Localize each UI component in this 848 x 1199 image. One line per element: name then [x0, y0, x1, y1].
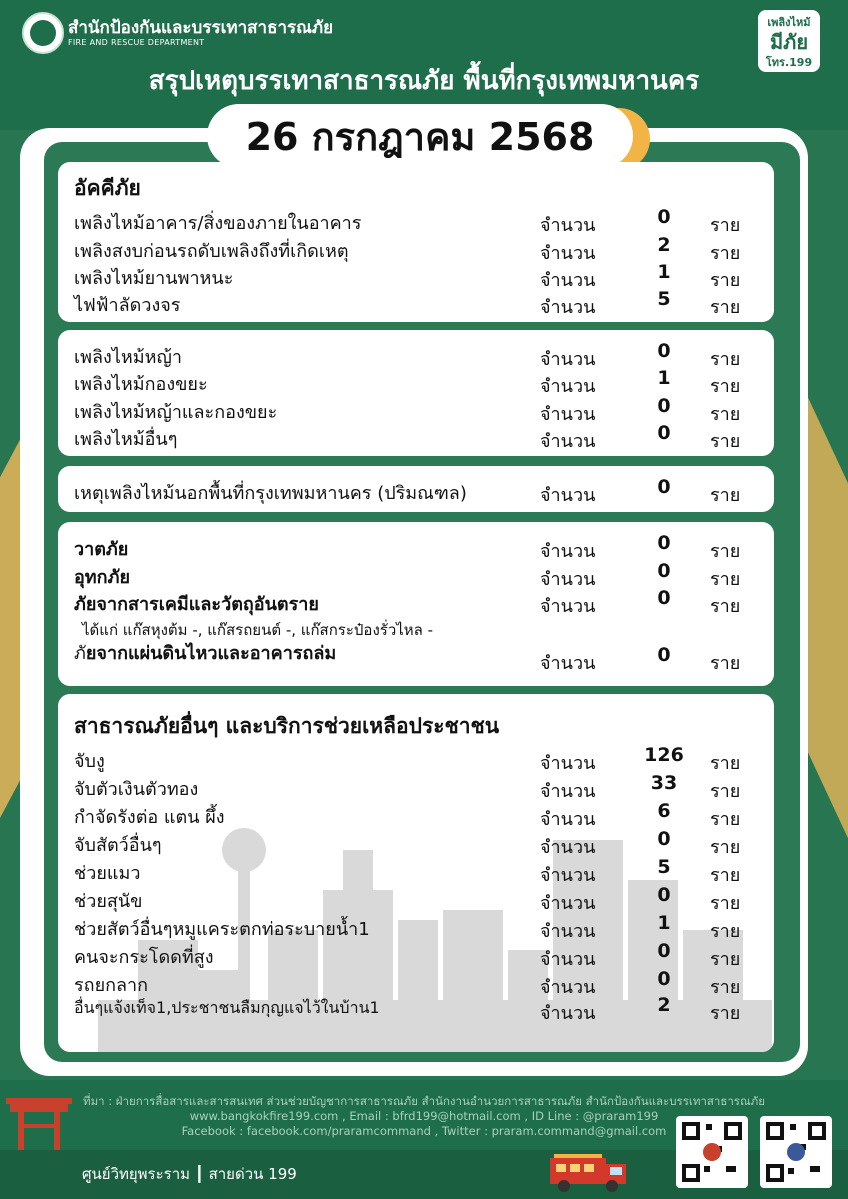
table-row [74, 290, 764, 316]
row-label: ช่วยแมว [74, 863, 141, 884]
row-count-label: จำนวน [540, 349, 596, 370]
row-label: คนจะกระโดดที่สูง [74, 947, 214, 968]
section-title-fire: อัคคีภัย [74, 176, 141, 200]
row-unit: ราย [710, 404, 741, 425]
footer-source-line: ที่มา : ฝ่ายการสื่อสารและสารสนเทศ ส่วนช่วยบัญชาการสาธารณภัย สำนักงานอำนวยการสาธารณภัย สำนักป้องกันและบรรเทาสาธารณภัย [83, 1094, 765, 1108]
table-row [74, 942, 764, 968]
row-count-label: จำนวน [540, 215, 596, 236]
table-row [74, 534, 764, 560]
row-unit: ราย [710, 215, 741, 236]
row-unit: ราย [710, 270, 741, 291]
table-row [74, 424, 764, 450]
row-value: 0 [657, 828, 671, 850]
org-name-th: สำนักป้องกันและบรรเทาสาธารณภัย [68, 18, 334, 38]
table-row [74, 802, 764, 828]
row-unit: ราย [710, 977, 741, 998]
row-value: 0 [657, 206, 671, 228]
table-row [74, 589, 764, 615]
row-unit: ราย [710, 485, 741, 506]
panel-outside-bangkok [58, 466, 774, 512]
row-count-label: จำนวน [540, 753, 596, 774]
row-label: จับสัตว์อื่นๆ [74, 835, 162, 856]
row-value: 5 [657, 288, 671, 310]
row-unit: ราย [710, 297, 741, 318]
table-row [74, 397, 764, 423]
row-value: 0 [657, 476, 671, 498]
row-label: ไฟฟ้าลัดวงจร [74, 295, 181, 316]
row-count-label: จำนวน [540, 541, 596, 562]
row-value: 33 [650, 772, 678, 794]
row-unit: ราย [710, 431, 741, 452]
row-label: ช่วยสุนัข [74, 891, 143, 912]
row-unit: ราย [710, 893, 741, 914]
footer-social-line: Facebook : facebook.com/praramcommand , Twitter : praram.command@gmail.com [181, 1124, 667, 1138]
qr-code-line-icon[interactable] [676, 1116, 748, 1188]
row-value: 126 [644, 744, 684, 766]
row-value: 0 [657, 968, 671, 990]
row-unit: ราย [710, 921, 741, 942]
row-label: เพลิงไหม้หญ้า [74, 347, 182, 368]
row-value: 0 [657, 532, 671, 554]
department-logo-icon [22, 12, 64, 54]
table-row [74, 970, 764, 996]
badge-line2: มีภัย [769, 30, 809, 54]
row-unit: ราย [710, 865, 741, 886]
quake-prefix: ภั [74, 643, 86, 664]
row-label: เพลิงไหม้หญ้าและกองขยะ [74, 402, 278, 423]
row-count-label: จำนวน [540, 1003, 596, 1024]
table-row [74, 646, 764, 672]
row-label: ภัยจากสารเคมีและวัตถุอันตราย [74, 594, 319, 615]
row-unit: ราย [710, 243, 741, 264]
row-count-label: จำนวน [540, 837, 596, 858]
row-unit: ราย [710, 569, 741, 590]
table-row [74, 236, 764, 262]
row-value: 1 [657, 367, 671, 389]
qr-code-facebook-icon[interactable] [760, 1116, 832, 1188]
org-name-en: FIRE AND RESCUE DEPARTMENT [68, 38, 205, 47]
panel-fire [58, 162, 774, 322]
row-value: 0 [657, 422, 671, 444]
row-count-label: จำนวน [540, 781, 596, 802]
row-unit: ราย [710, 837, 741, 858]
row-count-label: จำนวน [540, 243, 596, 264]
row-value: 0 [657, 587, 671, 609]
row-unit: ราย [710, 541, 741, 562]
row-count-label: จำนวน [540, 376, 596, 397]
row-label: จับงู [74, 751, 105, 772]
row-count-label: จำนวน [540, 921, 596, 942]
section-title-other: สาธารณภัยอื่นๆ และบริการช่วยเหลือประชาชน [74, 714, 500, 738]
footer-station: ศูนย์วิทยุพระราม ┃ สายด่วน 199 [82, 1165, 297, 1183]
row-count-label: จำนวน [540, 485, 596, 506]
fire-truck-icon [548, 1150, 630, 1194]
row-value: 2 [657, 234, 671, 256]
row-count-label: จำนวน [540, 297, 596, 318]
table-row [74, 478, 764, 504]
badge-line1: เพลิงไหม้ [767, 16, 811, 29]
row-label: วาตภัย [74, 539, 129, 560]
row-count-label: จำนวน [540, 431, 596, 452]
footer-contact-line: www.bangkokfire199.com , Email : bfrd199@hotmail.com , ID Line : @praram199 [189, 1109, 659, 1123]
row-count-label: จำนวน [540, 270, 596, 291]
row-value: 2 [657, 994, 671, 1016]
row-count-label: จำนวน [540, 809, 596, 830]
table-row [74, 774, 764, 800]
row-value: 0 [657, 940, 671, 962]
row-unit: ราย [710, 809, 741, 830]
row-unit: ราย [710, 653, 741, 674]
row-count-label: จำนวน [540, 977, 596, 998]
table-row [74, 830, 764, 856]
row-unit: ราย [710, 596, 741, 617]
row-unit: ราย [710, 349, 741, 370]
table-row [74, 369, 764, 395]
row-label: อุทกภัย [74, 567, 130, 588]
row-unit: ราย [710, 376, 741, 397]
row-value: 0 [657, 884, 671, 906]
row-label: รถยกลาก [74, 975, 149, 996]
row-count-label: จำนวน [540, 865, 596, 886]
row-value: 0 [657, 560, 671, 582]
row-count-label: จำนวน [540, 569, 596, 590]
panel-disasters [58, 522, 774, 686]
table-row [74, 342, 764, 368]
panel-other-services [58, 694, 774, 1052]
row-value: 1 [657, 261, 671, 283]
chemical-note: ได้แก่ แก๊สหุงต้ม -, แก๊สรถยนต์ -, แก๊สกระป๋องรั่วไหล - [82, 621, 434, 639]
row-label: เพลิงไหม้ยานพาหนะ [74, 268, 234, 289]
row-label: เพลิงไหม้กองขยะ [74, 374, 208, 395]
row-count-label: จำนวน [540, 653, 596, 674]
row-label: เพลิงสงบก่อนรถดับเพลิงถึงที่เกิดเหตุ [74, 241, 349, 262]
table-row [74, 562, 764, 588]
report-date: 26 กรกฎาคม 2568 [207, 104, 633, 168]
row-count-label: จำนวน [540, 949, 596, 970]
row-value: 5 [657, 856, 671, 878]
row-label: อื่นๆแจ้งเท็จ1,ประชาชนลืมกุญแจไว้ในบ้าน1 [74, 998, 380, 1017]
row-value: 0 [657, 395, 671, 417]
row-value: 6 [657, 800, 671, 822]
table-row [74, 263, 764, 289]
row-count-label: จำนวน [540, 893, 596, 914]
panel-grass-fire [58, 330, 774, 456]
table-row [74, 914, 764, 940]
row-label: จับตัวเงินตัวทอง [74, 779, 199, 800]
table-row [74, 746, 764, 772]
row-count-label: จำนวน [540, 404, 596, 425]
page-title: สรุปเหตุบรรเทาสาธารณภัย พื้นที่กรุงเทพมหานคร [148, 66, 700, 96]
row-label: เหตุเพลิงไหม้นอกพื้นที่กรุงเทพมหานคร (ปริมณฑล) [74, 483, 467, 504]
row-label: กำจัดรังต่อ แตน ผึ้ง [74, 807, 225, 828]
row-value: 0 [657, 340, 671, 362]
row-label: เพลิงไหม้อื่นๆ [74, 429, 178, 450]
row-unit: ราย [710, 781, 741, 802]
row-count-label: จำนวน [540, 596, 596, 617]
row-unit: ราย [710, 949, 741, 970]
row-unit: ราย [710, 1003, 741, 1024]
quake-label: ยจากแผ่นดินไหวและอาคารถล่ม [85, 643, 337, 664]
row-label: ช่วยสัตว์อื่นๆหมูแคระตกท่อระบายน้ำ1 [74, 919, 370, 940]
table-row [74, 208, 764, 234]
table-row [74, 996, 764, 1022]
row-value: 1 [657, 912, 671, 934]
row-unit: ราย [710, 753, 741, 774]
row-label: เพลิงไหม้อาคาร/สิ่งของภายในอาคาร [74, 213, 362, 234]
table-row [74, 886, 764, 912]
badge-line3: โทร.199 [765, 56, 813, 69]
row-value: 0 [657, 644, 671, 666]
table-row [74, 858, 764, 884]
